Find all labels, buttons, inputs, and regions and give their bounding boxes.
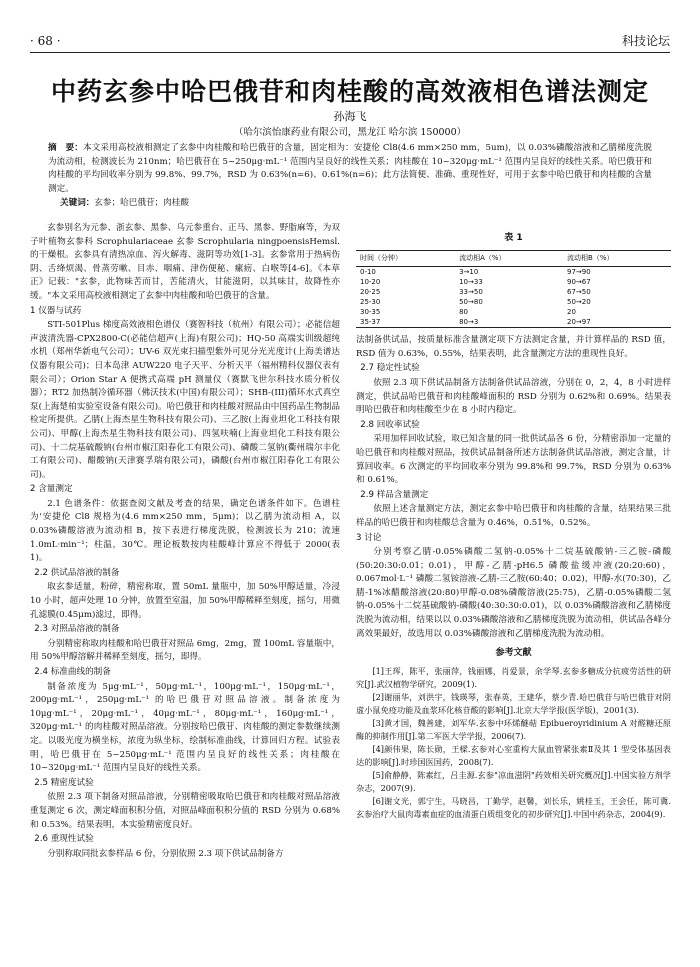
references-title: 参考文献 (495, 648, 532, 659)
section-heading: 3 讨论 (356, 532, 382, 543)
table-row (356, 267, 671, 278)
abstract (48, 142, 652, 196)
table-row (356, 287, 671, 297)
reference-item: [6]谢文光，郭宁生，马晓昌，丁勤学，赵馨，刘长乐，姚桂玉，王会任，陈可冀.玄参治疗大鼠肉毒素血症的血清蛋白质组变化的初步研究[J].中国中药杂志，2004(9). (356, 795, 671, 819)
paragraph: 取玄参适量，粉碎，精密称取，置 50mL 量瓶中，加 50%甲醇适量，冷浸 10 小时，超声处理 10 分钟，放置至室温，加 50%甲醇稀释至刻度，摇匀，用微孔滤膜(0.45μm)滤过，即得。 (30, 582, 340, 620)
table-header-cell: 时间（分钟） (356, 250, 455, 267)
paragraph: STI-501Plus 梯度高效液相色谱仪（赛智科技（杭州）有限公司）；必能信超声波清洗器-CPX2800-C(必能信超声(上海)有限公司)；HQ-50 高端实训级超纯水机（郑州华新电气公司）；UV-6 双光束扫描型紫外可见分光光度计(上海美谱达仪器有限公司)；日本岛津 AUW220 电子天平、分析天平（福州精科仪器仪表有限公司）；Orion Star A 便携式高端 pH 测量仪（赛默飞世尔科技水质分析仪器）；RT2 加热制冷循环器（佛沃技术(中国)有限公司）；SHB-(III)循环水式真空泵(上海楚柏实验室设备有限公司)。哈巴俄苷和肉桂酸对照品由中国药品生物制品检定所提供。乙腈(上海杰星生物科技有限公司)、三乙胺(上海业坦化工科技有限公司)、甲醇(上海杰星生物科技有限公司)、四氢呋喃(上海业坦化工科技有限公司)、十二烷基硫酸钠(台州市椒江阳春化工有限公司)、磷酸二氢钠(衢州瑞尔丰化工有限公司)、醋酸钠(天津赛孚瑞有限公司)，磷酸(台州市椒江阳春化工有限公司)。 (30, 320, 340, 480)
table-cell: 80→3 (455, 317, 563, 328)
paragraph: 依照上述含量测定方法，测定玄参中哈巴俄苷和肉桂酸的含量，结果结果三批样品的哈巴俄苷和肉桂酸总含量为 0.46%，0.51%，0.52%。 (356, 504, 671, 528)
paragraph: 分别称取同批玄参样品 6 份，分别依照 2.3 项下供试品制备方 (47, 848, 284, 859)
section-heading: 2.5 精密度试验 (34, 777, 94, 788)
table-cell: 80 (459, 308, 469, 317)
keywords-text: 玄参；哈巴俄苷；肉桂酸 (94, 198, 189, 208)
section-heading: 2.7 稳定性试验 (360, 363, 420, 374)
section-heading: 2.2 供试品溶液的制备 (34, 567, 120, 578)
table-cell: 50→80 (459, 298, 483, 307)
table-cell: 35-37 (356, 317, 455, 328)
abstract-text: 本文采用高校液相测定了玄参中肉桂酸和哈巴俄苷的含量，固定相为：安捷伦 Cl8(4.6 mm×250 mm，5um)，以 0.03%磷酸溶液和乙腈梯度洗脱为流动相，检测波长为 210nm；哈巴俄苷在 5~250μg·mL⁻¹ 范围内呈良好的线性关系；肉桂酸在 10~320μg·mL⁻¹ 范围内呈良好的线性关系。哈巴俄苷和肉桂酸的平均回收率分别为 99.8%、99.7%，RSD 为 0.63%(n=6)、0.61%(n=6)；此方法简便、准确、重现性好，可用于玄参中哈巴俄苷和肉桂酸的含量测定。 (48, 143, 652, 194)
author: 孙海飞 (333, 110, 367, 123)
table-cell: 3→10 (459, 268, 479, 277)
section-heading: 2.8 回收率试验 (360, 419, 420, 430)
reference-item: [2]谢丽华，刘洪宇，钱瑛琴，张春英，王建华，蔡少青.哈巴俄苷与哈巴俄苷对阴虚小鼠免疫功能及血浆环化核苷酸的影响[J].北京大学学报(医学版)，2001(3). (356, 691, 671, 715)
reference-item: [3]黄才国，魏善建，刘军华.玄参中环烯醚萜 Epibueroyridinium A 对醛糖还原酶的抑制作用[J].第二军医大学学报，2006(7). (356, 717, 671, 741)
abstract-label: 摘 要： (48, 143, 83, 153)
table-row (356, 317, 671, 328)
table-header-cell: 流动相B（%） (563, 250, 671, 267)
page-header (30, 30, 670, 53)
article-title: 中药玄参中哈巴俄苷和肉桂酸的高效液相色谱法测定 (50, 77, 649, 106)
table-cell: 30-35 (360, 308, 381, 317)
paragraph: 采用加样回收试验，取已知含量的同一批供试品各 6 份，分精密添加一定量的哈巴俄苷和肉桂酸对照品，按供试品制备所述方法制备供试品溶液，测定含量，计算回收率。6 次测定的平均回收率分别为 99.8%和 99.7%，RSD 分别为 0.63%和 0.61%。 (356, 434, 671, 486)
section-name: 科技论坛 (621, 34, 670, 48)
table-cell: 10-20 (360, 278, 381, 287)
reference-item: [5]俞静静，陈素红，吕圭源.玄参"凉血滋阴"药效相关研究概况[J].中国实验方剂学杂志，2007(9). (356, 769, 671, 793)
section-heading: 1 仪器与试药 (30, 305, 82, 316)
paragraph: 制备浓度为 5μg·mL⁻¹，50μg·mL⁻¹，100μg·mL⁻¹，150μg·mL⁻¹，200μg·mL⁻¹，250μg·mL⁻¹ 的哈巴俄苷对照品溶液。制备浓度为 10μg·mL⁻¹，20μg·mL⁻¹，40μg·mL⁻¹，80μg·mL⁻¹，160μg·mL⁻¹，320μg·mL⁻¹ 的肉桂酸对照品溶液。分别按哈巴俄苷、肉桂酸的测定参数继续测定。以吸光度为横坐标，浓度为纵坐标，绘制标准曲线，计算回归方程。试验表明，哈巴俄苷在 5~250μg·mL⁻¹ 范围内呈良好的线性关系；肉桂酸在 10~320μg·mL⁻¹ 范围内呈良好的线性关系。 (30, 681, 340, 774)
table-cell: 10→33 (459, 278, 483, 287)
table-cell: 20→97 (563, 317, 671, 328)
table-cell: 67→50 (567, 288, 591, 297)
table-cell: 97→90 (567, 268, 591, 277)
gradient-table (356, 250, 671, 329)
table-cell: 25-30 (360, 298, 381, 307)
table-header-cell: 流动相A（%） (455, 250, 563, 267)
reference-item: [1]王珲，陈平，张丽萍，钱丽娜，肖爱景，余学琴.玄参多糖成分抗疲劳活性的研究[J].武汉植物学研究，2009(1). (356, 665, 671, 689)
keywords-label: 关键词： (60, 198, 95, 208)
left-column (30, 222, 340, 861)
paragraph: 2.1 色谱条件：依据查阅文献及考查的结果，确定色谱条件如下。色谱柱为'安捷伦 Cl8 规格为(4.6 mm×250 mm，5μm)；以乙腈为流动相 A，以 0.03%磷酸溶液为流动相 B，按下表进行梯度洗脱，检测波长为 210；流速 1.0mL·min⁻¹；柱温，30℃。理论板数按肉桂酸峰计算应不得低于 2000(表 1)。 (30, 498, 340, 564)
section-heading: 2.4 标准曲线的制备 (34, 667, 111, 677)
paragraph: 分别考察乙腈-0.05%磷酸二氢钠-0.05%十二烷基硫酸钠-三乙胺-磷酸(50:20:30:0.01；0.01)，甲醇-乙腈-pH6.5 磷酸盐缓冲液(20:20:60)，0.067mol·L⁻¹ 磷酸二氢铵溶液-乙腈-三乙胺(60:40；0.02)，甲醇-水(70:30)，乙腈-1%冰醋酸溶液(20:80)甲醇-0.08%磷酸溶液(25:75)，乙腈-0.05%磷酸二氢钠-0.05%十二烷基硫酸钠-磷酸(40:30:30:0.01)，以 0.03%磷酸溶液和乙腈梯度洗脱为流动相，结果以以 0.03%磷酸溶液和乙腈梯度洗脱为流动相，供试品各峰分离效果最好，故选用以 0.03%磷酸溶液和乙腈梯度洗脱为流动相。 (356, 547, 671, 639)
affiliation: （哈尔滨怡康药业有限公司，黑龙江 哈尔滨 150000） (233, 127, 467, 138)
table-cell: 20-25 (360, 288, 381, 297)
table-cell: 33→50 (459, 288, 483, 297)
table-cell: 0-10 (360, 268, 376, 277)
section-heading: 2.9 样品含量测定 (360, 489, 429, 500)
section-heading: 2.3 对照品溶液的制备 (34, 624, 120, 635)
right-column (356, 222, 671, 821)
section-heading: 2.6 重现性试验 (34, 834, 94, 845)
page-number: · 68 · (30, 34, 61, 48)
table-row (356, 277, 671, 287)
table-cell: 90→67 (567, 278, 591, 287)
section-heading: 2 含量测定 (30, 484, 73, 495)
paragraph: 玄参别名为元参、浙玄参、黑参、乌元参重台、正马、黑参、野脂麻等，为双子叶植物玄参科 Scrophulariaceae 玄参 Scrophularia ningpoensisHemsl. 的干燥根。玄参具有清热凉血、泻火解毒、滋阴等功效[1-3]。玄参常用于热病伤阴、舌绛烦渴、骨蒸劳嗽、目赤、咽痛、津伤便秘、瘰疬、白喉等[4-6]。《本草正》记载："玄参，此物味苦而甘，苦能清火，甘能滋阴，以其味甘，故降性亦缓。"本文采用高校液相测定了玄参中肉桂酸和哈巴俄苷的含量。 (30, 223, 340, 301)
table-row (356, 297, 671, 307)
paragraph: 法制备供试品，按质量标准含量测定项下方法测定含量，并计算样品的 RSD 值，RSD 值为 0.63%，0.55%，结果表明，此含量测定方法的重现性良好。 (356, 335, 671, 359)
table-row (356, 307, 671, 317)
table-title: 表 1 (504, 233, 523, 243)
references-list (356, 665, 671, 821)
table-cell: 20 (567, 308, 576, 317)
paragraph: 分别精密称取肉桂酸和哈巴俄苷对照品 6mg，2mg，置 100mL 容量瓶中，用 50%甲醇溶解并稀释至刻度，摇匀，即得。 (30, 638, 340, 663)
paragraph: 依照 2.3 项下供试品制备方法制备供试品溶液，分别在 0，2，4，8 小时进样测定，供试品哈巴俄苷和肉桂酸峰面积的 RSD 分别为 0.62%和 0.69%。结果表明哈巴俄苷和肉桂酸至少在 8 小时内稳定。 (356, 377, 671, 416)
paragraph: 依照 2.3 项下制备对照品溶液，分别精密吸取哈巴俄苷和肉桂酸对照品溶液重复测定 6 次，测定峰面积积分值，对照品峰面积积分值的 RSD 分别为 0.68%和 0.53%。结果表明，本实验精密度良好。 (30, 792, 340, 830)
keywords (60, 196, 652, 208)
reference-item: [4]颜伟果，陈长勋，王樑.玄参对心室重构大鼠血管紧张素Ⅱ及其 1 型受体基因表达的影响[J].时珍国医国药，2008(7). (356, 743, 671, 767)
table-cell: 50→20 (567, 298, 591, 307)
